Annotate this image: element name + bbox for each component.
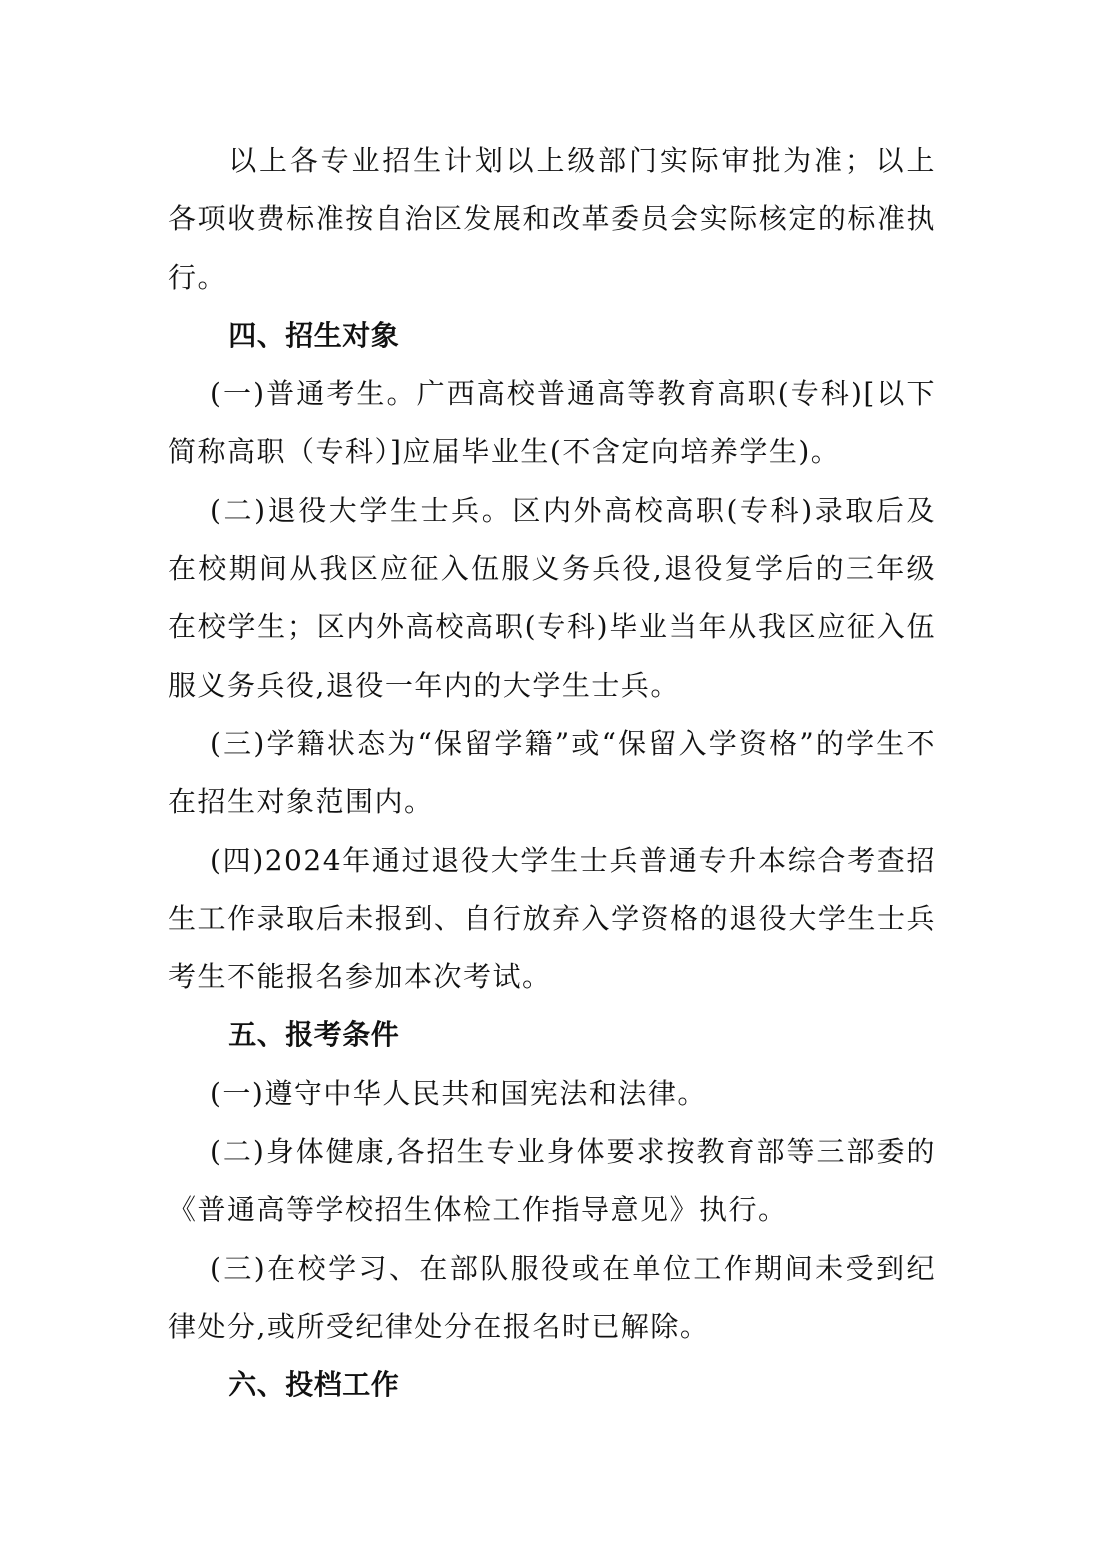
section-heading-file-submission: 六、投档工作 — [228, 1368, 400, 1402]
section-heading-recruitment-targets: 四、招生对象 — [228, 318, 400, 352]
document-page — [168, 132, 936, 1415]
intro-paragraph: 以上各专业招生计划以上级部门实际审批为准；以上各项收费标准按自治区发展和改革委员会实际核定的标准执行。 — [168, 144, 936, 294]
section-heading-eligibility: 五、报考条件 — [228, 1018, 400, 1052]
paragraph-veteran-students: (二)退役大学生士兵。区内外高校高职(专科)录取后及在校期间从我区应征入伍服义务兵役,退役复学后的三年级在校学生；区内外高校高职(专科)毕业当年从我区应征入伍服义务兵役,退役一年内的大学生士兵。 — [168, 493, 936, 702]
paragraph-no-disciplinary-action: (三)在校学习、在部队服役或在单位工作期间未受到纪律处分,或所受纪律处分在报名时已解除。 — [168, 1251, 936, 1343]
paragraph-2024-forfeit-exclusion: (四)2024年通过退役大学生士兵普通专升本综合考查招生工作录取后未报到、自行放弃入学资格的退役大学生士兵考生不能报名参加本次考试。 — [168, 843, 936, 994]
paragraph-regular-candidates: (一)普通考生。广西高校普通高等教育高职(专科)[以下简称高职（专科）]应届毕业生(不含定向培养学生)。 — [168, 377, 936, 469]
paragraph-obey-constitution: (一)遵守中华人民共和国宪法和法律。 — [210, 1076, 707, 1110]
paragraph-health-requirement: (二)身体健康,各招生专业身体要求按教育部等三部委的《普通高等学校招生体检工作指导意见》执行。 — [168, 1135, 936, 1227]
paragraph-suspended-status-exclusion: (三)学籍状态为“保留学籍”或“保留入学资格”的学生不在招生对象范围内。 — [168, 726, 936, 819]
